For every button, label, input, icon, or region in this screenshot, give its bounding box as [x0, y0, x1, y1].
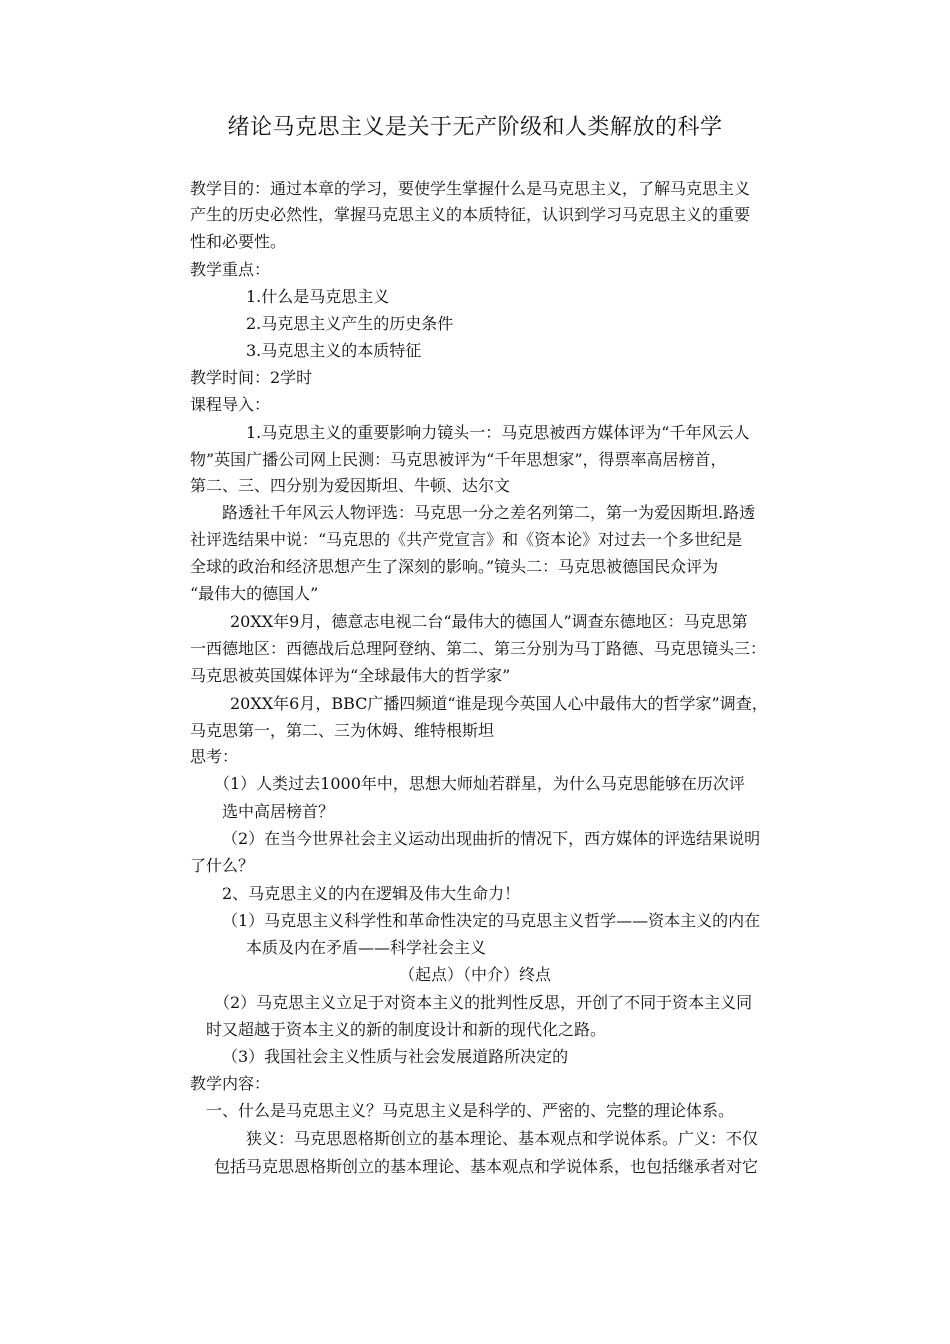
text-line: 路透社千年风云人物评选：马克思一分之差名列第二，第一为爱因斯坦.路透 — [222, 503, 756, 522]
text-line: 马克思被英国媒体评为“全球最伟大的哲学家” — [190, 666, 511, 685]
text-line: 一、什么是马克思主义？马克思主义是科学的、严密的、完整的理论体系。 — [206, 1101, 735, 1120]
text-line: 了什么？ — [190, 856, 255, 875]
text-line: 课程导入： — [190, 395, 271, 414]
text-line: 20XX年9月，德意志电视二台“最伟大的德国人”调查东德地区：马克思第 — [230, 612, 748, 631]
text-line: 全球的政治和经济思想产生了深刻的影响。”镜头二：马克思被德国民众评为 — [190, 557, 719, 576]
text-line: 教学内容： — [190, 1074, 271, 1093]
text-line: 20XX年6月，BBC广播四频道“谁是现今英国人心中最伟大的哲学家”调查， — [230, 694, 768, 713]
text-line: “最伟大的德国人” — [190, 584, 319, 603]
text-line: 2、马克思主义的内在逻辑及伟大生命力！ — [222, 884, 521, 903]
text-line: 教学目的：通过本章的学习，要使学生掌握什么是马克思主义，了解马克思主义 — [190, 179, 751, 198]
text-line-centered: （起点）（中介）终点 — [398, 965, 551, 984]
text-line: 2.马克思主义产生的历史条件 — [246, 314, 454, 333]
text-line: （1）人类过去1000年中，思想大师灿若群星，为什么马克思能够在历次评 — [214, 774, 745, 793]
text-line: 性和必要性。 — [190, 232, 287, 251]
text-line: 时又超越于资本主义的新的制度设计和新的现代化之路。 — [206, 1020, 607, 1039]
text-line: （1）马克思主义科学性和革命性决定的马克思主义哲学——资本主义的内在 — [222, 911, 761, 930]
text-line: 1.什么是马克思主义 — [246, 287, 390, 306]
text-line: 本质及内在矛盾——科学社会主义 — [246, 938, 487, 957]
text-line: 社评选结果中说：“马克思的《共产党宣言》和《资本论》对过去一个多世纪是 — [190, 530, 743, 549]
text-line: 3.马克思主义的本质特征 — [246, 341, 422, 360]
text-line: 1.马克思主义的重要影响力镜头一：马克思被西方媒体评为“千年风云人 — [246, 423, 750, 442]
text-line: 第二、三、四分别为爱因斯坦、牛顿、达尔文 — [190, 476, 511, 495]
document-title: 绪论马克思主义是关于无产阶级和人类解放的科学 — [227, 115, 723, 140]
text-line: （3）我国社会主义性质与社会发展道路所决定的 — [222, 1047, 569, 1066]
text-line: 马克思第一，第二、三为休姆、维特根斯坦 — [190, 721, 495, 740]
text-line: 思考： — [190, 747, 239, 766]
text-line: 产生的历史必然性，掌握马克思主义的本质特征，认识到学习马克思主义的重要 — [190, 205, 751, 224]
text-line: （2）在当今世界社会主义运动出现曲折的情况下，西方媒体的评选结果说明 — [222, 829, 761, 848]
text-line: 教学重点： — [190, 260, 271, 279]
text-line: 一西德地区：西德战后总理阿登纳、第二、第三分别为马丁路德、马克思镜头三： — [190, 639, 767, 658]
text-line: 教学时间：2学时 — [190, 368, 313, 387]
text-line: 选中高居榜首？ — [222, 802, 335, 821]
text-line: 包括马克思恩格斯创立的基本理论、基本观点和学说体系，也包括继承者对它 — [214, 1157, 759, 1176]
text-line: 狭义：马克思恩格斯创立的基本理论、基本观点和学说体系。广义：不仅 — [246, 1129, 759, 1148]
text-line: 物”英国广播公司网上民测：马克思被评为“千年思想家”，得票率高居榜首， — [190, 450, 727, 469]
text-line: （2）马克思主义立足于对资本主义的批判性反思，开创了不同于资本主义同 — [214, 993, 753, 1012]
